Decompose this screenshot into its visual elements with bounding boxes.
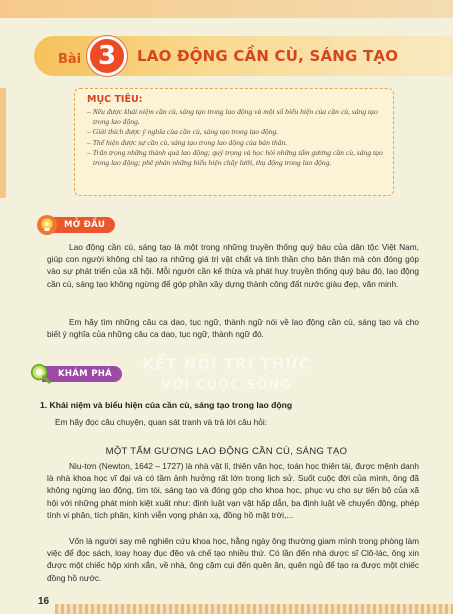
story-paragraph-1: Niu-tơn (Newton, 1642 – 1727) là nhà vật lí, thiên văn học, toán học thiên tài, được mệnh danh là nhà khoa học vĩ đại và có tầm ảnh hưởng rất lớn trong lịch sử. Suốt cuộc đời của mình, ông đã không ngừng lao động, tìm tòi, sáng tạo và đóng góp cho khoa học, phục vụ cho sự tiến bộ của xã hội với những phát minh kiệt xuất như: định luật vạn vật hấp dẫn, ba định luật về chuyển động, phép tính vi phân, tích phân, kính viễn vọng phản xạ, đồng hồ mặt trời,... (47, 461, 419, 520)
objective-item: – Giải thích được ý nghĩa của cần cù, sáng tạo trong lao động. (87, 127, 279, 137)
objective-item: – Thể hiện được sự cần cù, sáng tạo trong lao động của bản thân. (87, 137, 288, 147)
objectives-heading: MỤC TIÊU: (87, 94, 143, 105)
watermark-line-1: KẾT NỐI TRI THỨC (142, 355, 311, 373)
top-decor-band (0, 0, 453, 18)
explore-badge-label: KHÁM PHÁ (42, 366, 122, 382)
magnifier-icon (30, 363, 52, 385)
objectives-box (74, 88, 394, 196)
lesson-label: Bài (58, 52, 82, 67)
page-number: 16 (38, 596, 50, 607)
bottom-decor-band (55, 604, 453, 614)
watermark-line-2: VỚI CUỘC SỐNG (161, 378, 292, 393)
story-title: MỘT TẤM GƯƠNG LAO ĐỘNG CẦN CÙ, SÁNG TẠO (105, 446, 348, 457)
intro-badge-label: MỞ ĐẦU (48, 217, 115, 233)
intro-section-badge (36, 216, 115, 233)
intro-question: Em hãy tìm những câu ca dao, tục ngữ, thành ngữ nói về lao động cần cù, sáng tạo và cho biết ý nghĩa của những câu ca dao, tục ngữ, thành ngữ đó. (47, 317, 419, 340)
intro-paragraph: Lao động cần cù, sáng tạo là một trong những truyền thống quý báu của dân tộc Việt Nam, giúp con người không chỉ tạo ra những giá trị vật chất và tinh thần cho bản thân mà còn đóng góp vào sự phát triển của xã hội. Mỗi người cần kế thừa và phát huy truyền thống quý báu đó, lao động cần cù, sáng tạo không ngừng để góp phần xây dựng thành công đất nước giàu đẹp, văn minh. (47, 242, 419, 289)
story-paragraph-2: Vốn là người say mê nghiên cứu khoa học, hằng ngày ông thường giam mình trong phòng làm việc để đọc sách, loay hoay đục đẽo và chế tạo nhiều thứ. Có lần đến nhà dược sĩ Clô-lác, ông xin được một chiếc hộp xinh xắn, về nhà, ông cặm cụi đến quên ăn, quên ngủ để tạo ra được một chiếc đồng hồ nước. (47, 536, 419, 583)
section-heading-1: 1. Khái niệm và biểu hiện của cần cù, sáng tạo trong lao động (40, 400, 293, 410)
lightbulb-icon (36, 214, 58, 236)
story-instruction: Em hãy đọc câu chuyện, quan sát tranh và trả lời câu hỏi: (55, 417, 268, 427)
lesson-title: LAO ĐỘNG CẦN CÙ, SÁNG TẠO (137, 47, 399, 65)
explore-section-badge (30, 365, 122, 382)
objective-item: – Trân trọng những thành quả lao động; quý trọng và học hỏi những tấm gương cần cù, sáng tạo trong lao động; phê phán những biểu hiện chây lười, thụ động trong lao động. (87, 147, 383, 168)
objective-item: – Nêu được khái niệm cần cù, sáng tạo trong lao động và một số biểu hiện của cần cù, sáng tạo trong lao động. (87, 107, 378, 127)
lesson-number-badge: 3 (87, 36, 127, 76)
left-margin-tab (0, 88, 6, 198)
